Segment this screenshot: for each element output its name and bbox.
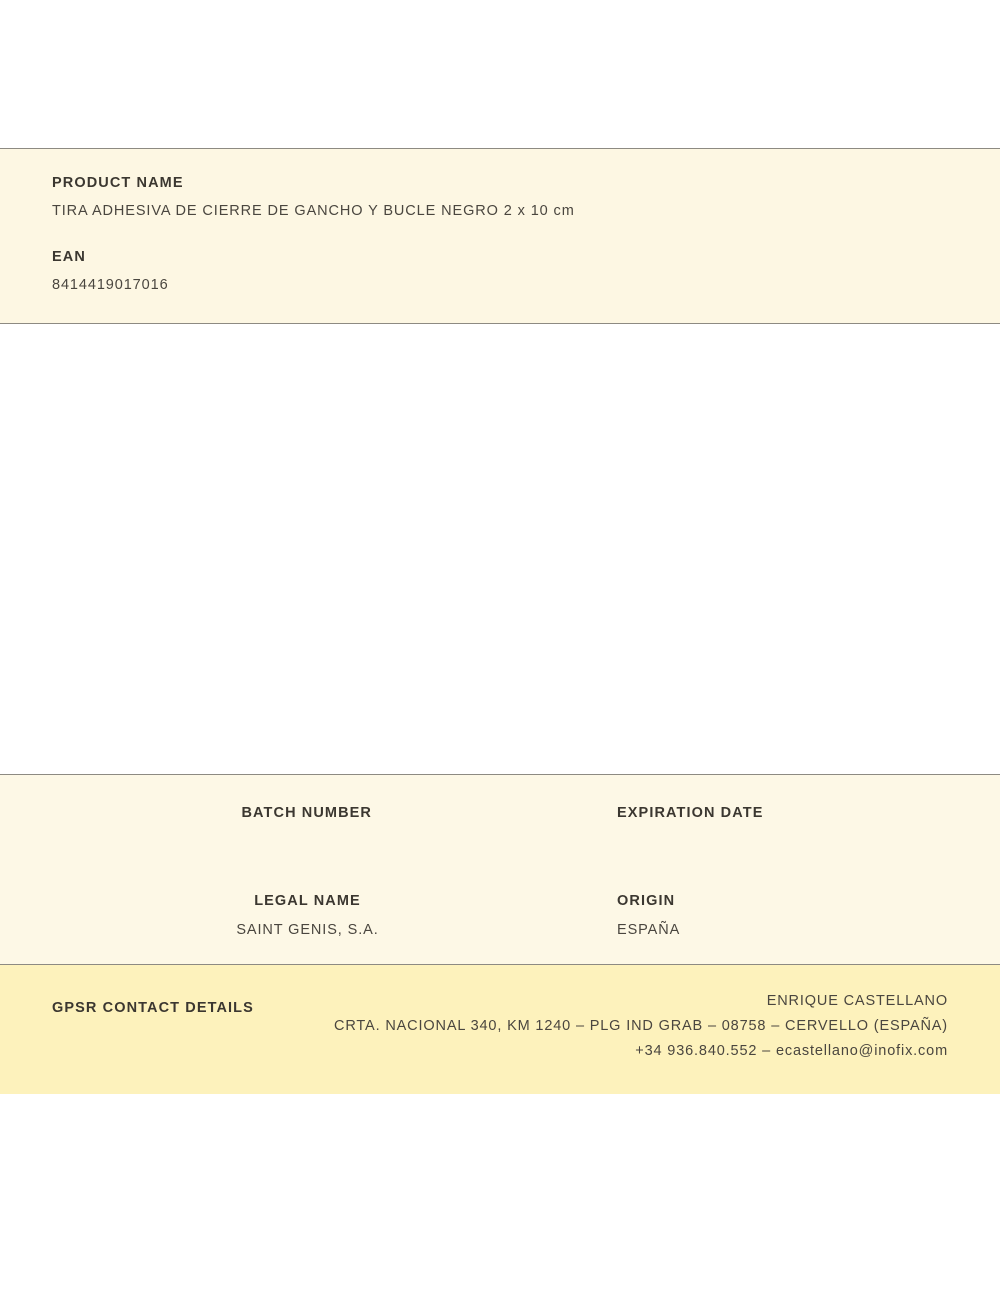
product-name-block (52, 175, 948, 219)
gpsr-contact-name: ENRIQUE CASTELLANO (766, 993, 948, 1009)
legal-origin-row (0, 893, 1000, 938)
bottom-whitespace (0, 1094, 1000, 1250)
top-whitespace (0, 0, 1000, 148)
batch-number-cell (0, 805, 615, 833)
batch-number-label: BATCH NUMBER (241, 805, 372, 821)
gpsr-contact-address: CRTA. NACIONAL 340, KM 1240 – PLG IND GRAB – 08758 – CERVELLO (ESPAÑA) (334, 1018, 948, 1034)
legal-name-label: LEGAL NAME (254, 893, 361, 909)
gpsr-contact-section (0, 965, 1000, 1094)
blank-middle-area (0, 324, 1000, 774)
origin-label: ORIGIN (617, 893, 676, 909)
batch-expiration-row (0, 805, 1000, 833)
batch-info-section (0, 774, 1000, 965)
legal-name-cell (0, 893, 615, 938)
gpsr-contact-phone-email: +34 936.840.552 – ecastellano@inofix.com (635, 1043, 948, 1059)
product-name-label: PRODUCT NAME (52, 175, 184, 191)
ean-block (52, 249, 948, 293)
product-info-section (0, 148, 1000, 324)
spacer (52, 219, 948, 249)
origin-value: ESPAÑA (617, 922, 681, 938)
origin-cell (615, 893, 1000, 938)
expiration-date-cell (615, 805, 1000, 833)
legal-name-value: SAINT GENIS, S.A. (236, 922, 379, 938)
product-name-value: TIRA ADHESIVA DE CIERRE DE GANCHO Y BUCLE NEGRO 2 x 10 cm (52, 203, 575, 219)
ean-value: 8414419017016 (52, 277, 169, 293)
ean-label: EAN (52, 249, 86, 265)
expiration-date-label: EXPIRATION DATE (617, 805, 764, 821)
gpsr-contact-label: GPSR CONTACT DETAILS (52, 1000, 254, 1016)
